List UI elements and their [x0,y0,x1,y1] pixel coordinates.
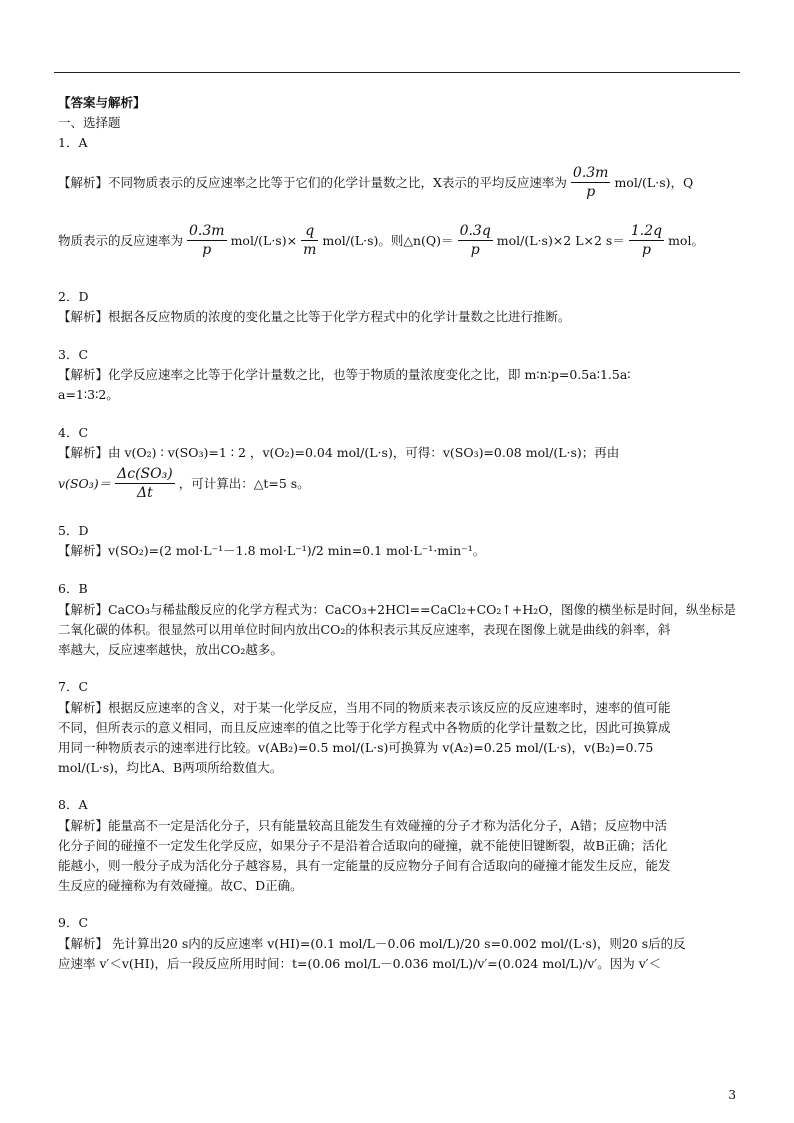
spacer [58,659,740,677]
q8-explanation-line-2: 化分子间的碰撞不一定发生化学反应，如果分子不是沿着合适取向的碰撞，就不能使旧键断裂，故B正确；活化 [58,838,668,853]
q3-answer: 3．C [58,347,89,362]
q3-explanation-line-1: 【解析】化学反应速率之比等于化学计量数之比，也等于物质的量浓度变化之比，即 m∶n∶p=0.5a∶1.5a∶ [58,367,631,382]
q6-answer: 6．B [58,581,88,596]
q9-answer: 9．C [58,915,89,930]
q1-text-a: 【解析】不同物质表示的反应速率之比等于它们的化学计量数之比，X表示的平均反应速率为 [58,175,567,190]
q1-fraction-2-numerator: 0.3m [189,222,225,239]
page-number: 3 [728,1088,736,1102]
spacer [58,561,740,579]
q1-text-c: 物质表示的反应速率为 [58,233,184,248]
answer-content [58,93,740,973]
q1-fraction-3 [301,222,318,259]
q1-line-2 [58,211,740,269]
q9-explanation-line-2: 应速率 v′＜v(HI)，后一段反应所用时间：t=(0.06 mol/L－0.036 mol/L)/v′=(0.024 mol/L)/v′。因为 v′＜ [58,956,662,971]
q2-explanation: 【解析】根据各反应物质的浓度的变化量之比等于化学方程式中的化学计量数之比进行推断。 [58,309,571,324]
q1-answer: 1．A [58,135,88,150]
q6-explanation-line-3: 率越大，反应速率越快，放出CO₂越多。 [58,642,283,657]
q1-text-g: mol。 [668,233,704,248]
q1-fraction-1-denominator: p [586,183,596,200]
q1-fraction-1-numerator: 0.3m [572,164,609,181]
q1-fraction-3-denominator: m [303,241,317,258]
q7-explanation-line-3: 用同一种物质表示的速率进行比较。v(AB₂)=0.5 mol/(L·s)可换算为 v(A₂)=0.25 mol/(L·s)，v(B₂)=0.75 [58,740,654,755]
spacer [58,895,740,913]
q8-explanation-line-1: 【解析】能量高不一定是活化分子，只有能量较高且能发生有效碰撞的分子才称为活化分子，A错；反应物中活 [58,818,668,833]
header-rule [54,72,740,73]
q1-text-b: mol/(L·s)，Q [614,175,694,190]
heading: 【答案与解析】 [58,95,146,110]
q8-answer: 8．A [58,797,88,812]
q7-explanation-line-1: 【解析】根据反应速率的含义，对于某一化学反应，当用不同的物质来表示该反应的反应速率时，速率的值可能 [58,700,671,715]
q1-line-1 [58,153,740,211]
q7-explanation-line-4: mol/(L·s)，均比A、B两项所给数值大。 [58,760,283,775]
q4-explanation-line-1: 【解析】由 v(O₂) ∶ v(SO₃)=1 ∶ 2 ，v(O₂)=0.04 mol/(L·s)，可得：v(SO₃)=0.08 mol/(L·s)；再由 [58,445,620,460]
q2-answer: 2．D [58,289,89,304]
q4-answer: 4．C [58,425,89,440]
q4-fraction-numerator: Δc(SO₃) [117,465,173,482]
q5-explanation: 【解析】v(SO₂)=(2 mol·L⁻¹－1.8 mol·L⁻¹)/2 min=0.1 mol·L⁻¹·min⁻¹。 [58,543,486,558]
q1-fraction-3-numerator: q [305,222,315,239]
q1-fraction-5-denominator: p [641,241,651,258]
q6-explanation-line-1: 【解析】CaCO₃与稀盐酸反应的化学方程式为：CaCO₃+2HCl==CaCl₂+CO₂↑+H₂O，图像的横坐标是时间，纵坐标是 [58,602,737,617]
q1-fraction-4-denominator: p [470,241,480,258]
q1-text-f: mol/(L·s)×2 L×2 s＝ [496,233,625,248]
q1-fraction-2 [187,222,227,259]
spacer [58,269,740,287]
q4-lhs: v(SO₃)＝ [58,476,112,491]
q4-explanation-line-2 [58,463,740,503]
q1-text-d: mol/(L·s)× [230,232,298,248]
q4-fraction [115,465,175,502]
spacer [58,327,740,345]
q1-text-e: mol/(L·s)。则△n(Q)＝ [322,233,454,248]
q8-explanation-line-3: 能越小，则一般分子成为活化分子越容易，具有一定能量的反应物分子间有合适取向的碰撞才能发生反应，能发 [58,858,671,873]
q4-rest: ，可计算出：△t=5 s。 [178,476,310,491]
q1-fraction-4-numerator: 0.3q [459,222,491,239]
spacer [58,503,740,521]
q3-explanation-line-2: a=1∶3∶2。 [58,387,119,402]
section-title: 一、选择题 [58,115,121,130]
q7-explanation-line-2: 不同，但所表示的意义相同，而且反应速率的值之比等于化学方程式中各物质的化学计量数之比，因此可换算成 [58,720,671,735]
q1-fraction-4 [458,222,493,259]
q8-explanation-line-4: 生反应的碰撞称为有效碰撞。故C、D正确。 [58,878,303,893]
spacer [58,777,740,795]
spacer [58,405,740,423]
q1-fraction-5-numerator: 1.2q [630,222,663,239]
q7-answer: 7．C [58,679,89,694]
q5-answer: 5．D [58,523,89,538]
q1-fraction-5 [629,222,664,259]
q6-explanation-line-2: 二氧化碳的体积。很显然可以用单位时间内放出CO₂的体积表示其反应速率，表现在图像上就是曲线的斜率，斜 [58,622,671,637]
q1-fraction-2-denominator: p [202,241,212,258]
q4-fraction-denominator: Δt [137,484,153,501]
q1-fraction-1 [571,164,611,201]
q9-explanation-line-1: 【解析】 先计算出20 s内的反应速率 v(HI)=(0.1 mol/L－0.06 mol/L)/20 s=0.002 mol/(L·s)，则20 s后的反 [58,936,686,951]
